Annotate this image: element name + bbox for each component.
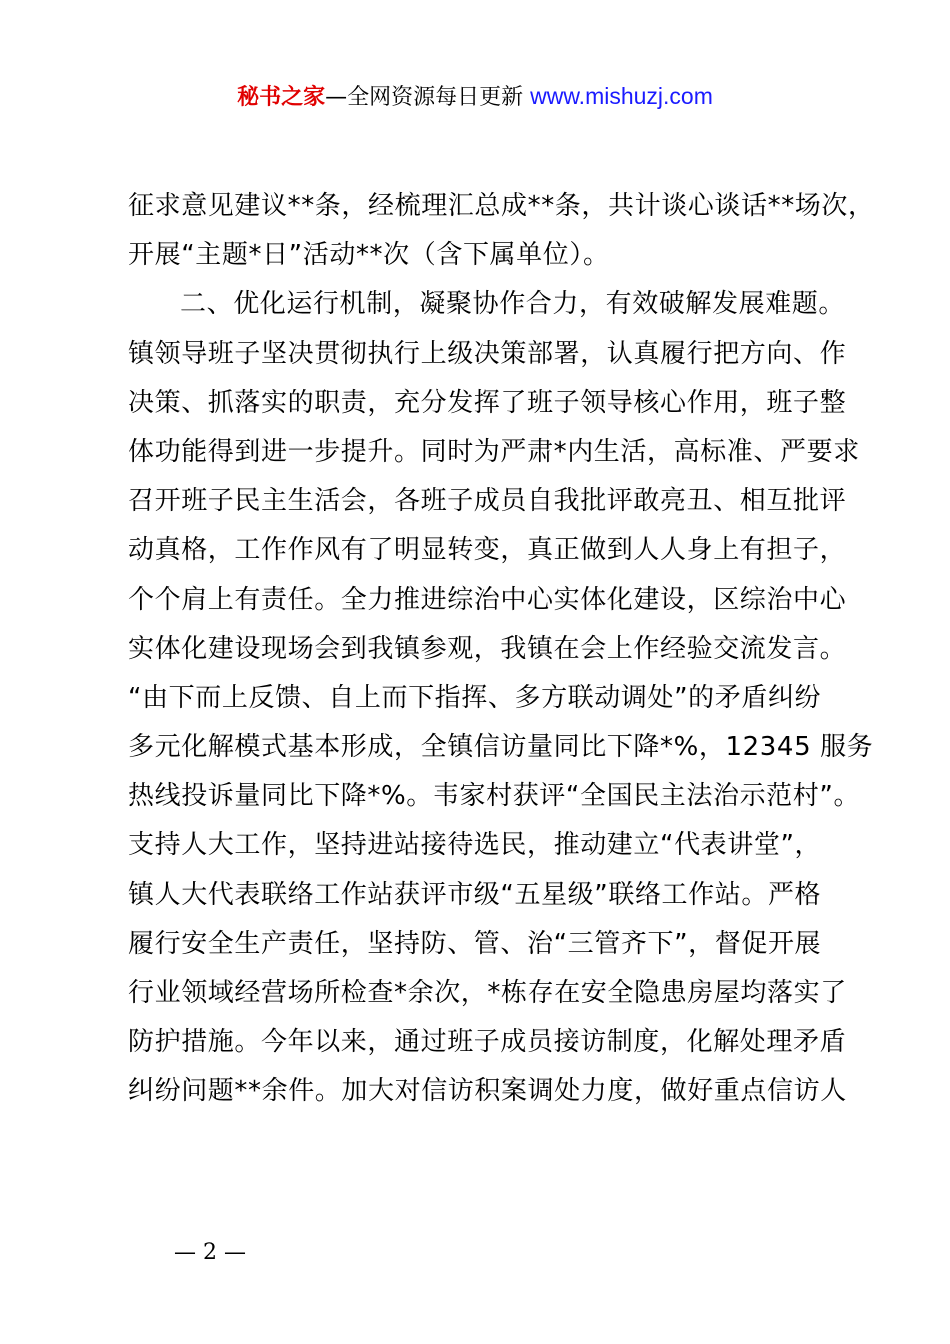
body-line: 多元化解模式基本形成，全镇信访量同比下降*%，12345 服务 <box>128 732 874 763</box>
body-line: 行业领域经营场所检查*余次，*栋存在安全隐患房屋均落实了 <box>128 978 847 1008</box>
header-dash: — <box>325 85 348 110</box>
body-line: “由下而上反馈、自上而下指挥、多方联动调处”的矛盾纠纷 <box>128 682 822 713</box>
body-line: 镇领导班子坚决贯彻执行上级决策部署，认真履行把方向、作 <box>128 338 847 369</box>
section-heading-line: 二、优化运行机制，凝聚协作合力，有效破解发展难题。 <box>180 289 846 320</box>
body-line: 履行安全生产责任，坚持防、管、治“三管齐下”，督促开展 <box>128 928 822 959</box>
body-line: 征求意见建议**条，经梳理汇总成**条，共计谈心谈话**场次， <box>128 191 875 221</box>
body-line: 个个肩上有责任。全力推进综治中心实体化建设，区综治中心 <box>128 584 847 615</box>
header-tagline: 全网资源每日更新 <box>347 85 531 110</box>
body-line: 实体化建设现场会到我镇参观，我镇在会上作经验交流发言。 <box>128 633 847 664</box>
site-url-link[interactable]: www.mishuzj.com <box>530 83 713 109</box>
page-number: — 2 — <box>174 1240 246 1265</box>
body-line: 召开班子民主生活会，各班子成员自我批评敢亮丑、相互批评 <box>128 486 847 517</box>
body-line: 决策、抓落实的职责，充分发挥了班子领导核心作用，班子整 <box>128 387 847 418</box>
body-line: 镇人大代表联络工作站获评市级“五星级”联络工作站。严格 <box>128 879 822 910</box>
brand-name: 秘书之家 <box>237 85 326 110</box>
body-line: 热线投诉量同比下降*%。韦家村获评“全国民主法治示范村”。 <box>128 781 861 812</box>
body-line: 支持人大工作，坚持进站接待选民，推动建立“代表讲堂”， <box>128 830 822 861</box>
body-line: 纠纷问题**余件。加大对信访积案调处力度，做好重点信访人 <box>128 1076 847 1107</box>
body-line: 体功能得到进一步提升。同时为严肃*内生活，高标准、严要求 <box>128 436 860 467</box>
body-line: 动真格，工作作风有了明显转变，真正做到人人身上有担子， <box>128 535 847 566</box>
document-body <box>128 182 875 1117</box>
body-line: 开展“主题*日”活动**次（含下属单位）。 <box>128 240 610 271</box>
body-line: 防护措施。今年以来，通过班子成员接访制度，化解处理矛盾 <box>128 1027 847 1058</box>
site-header <box>0 80 950 114</box>
